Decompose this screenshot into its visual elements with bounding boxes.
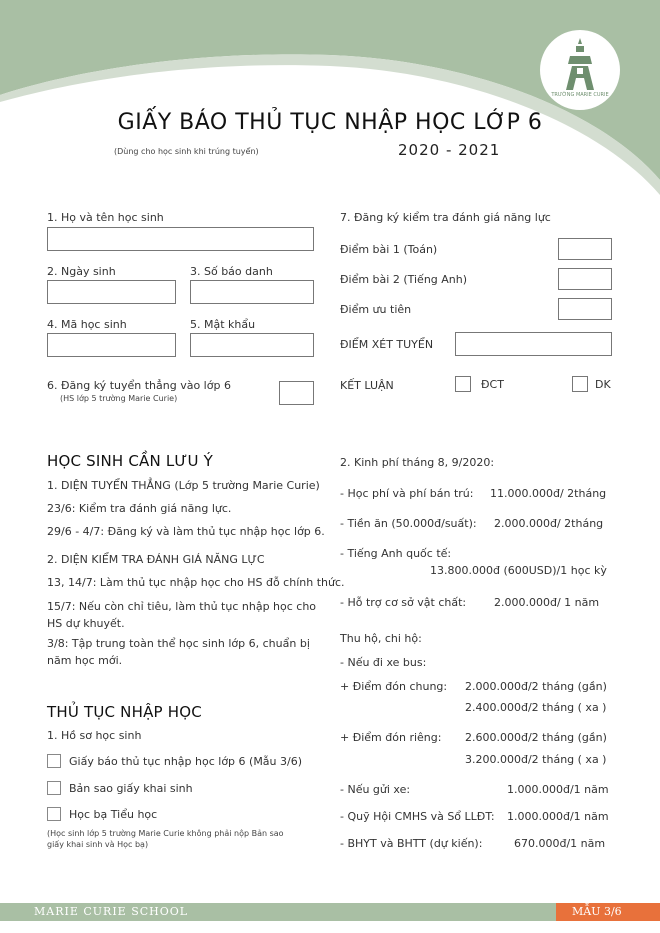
private-near-value: 2.600.000đ/2 tháng (gần): [465, 731, 607, 744]
score1-label: Điểm bài 1 (Toán): [340, 243, 438, 256]
exam-item-2-text: : Nếu còn chỉ tiêu, làm thủ tục nhập học cho: [71, 600, 317, 613]
exam-item-2-date: 15/7: [47, 600, 72, 613]
direct-admission-note: (HS lớp 5 trường Marie Curie): [60, 394, 178, 403]
records-heading: 1. Hồ sơ học sinh: [47, 729, 142, 742]
direct-admission-label: 6. Đăng ký tuyển thẳng vào lớp 6: [47, 379, 231, 392]
exam-item-1: [47, 576, 345, 589]
page-title: GIẤY BÁO THỦ TỤC NHẬP HỌC LỚP 6: [117, 110, 543, 135]
exam-item-1-text: : Làm thủ tục nhập học cho HS đỗ chính thức.: [92, 576, 345, 589]
direct-item-2: [47, 525, 325, 538]
footer-form-code: MẪU 3/6: [572, 905, 622, 918]
doc2-label: Bản sao giấy khai sinh: [69, 782, 193, 795]
sbd-field[interactable]: [190, 280, 314, 304]
tuition-label: - Học phí và phí bán trú:: [340, 487, 474, 500]
password-label: 5. Mật khẩu: [190, 318, 256, 331]
direct-heading-text: 1. DIỆN TUYỂN THẲNG: [47, 479, 171, 492]
facility-value: 2.000.000đ/ 1 năm: [494, 596, 600, 609]
exam-item-3: [47, 637, 310, 650]
priority-field[interactable]: [558, 298, 612, 320]
collect-heading: Thu hộ, chi hộ:: [340, 632, 422, 645]
direct-heading-note: (Lớp 5 trường Marie Curie): [174, 479, 320, 492]
priority-label: Điểm ưu tiên: [340, 303, 412, 316]
direct-item-1-date: 23/6: [47, 502, 72, 515]
school-year: 2020 - 2021: [398, 141, 501, 159]
insurance-label: - BHYT và BHTT (dự kiến):: [340, 837, 483, 850]
parking-label: - Nếu gửi xe:: [340, 783, 411, 796]
fail-checkbox[interactable]: [572, 376, 588, 392]
private-stop-label: + Điểm đón riêng:: [340, 731, 442, 744]
pass-label: ĐCT: [481, 378, 504, 391]
school-logo: [540, 30, 620, 110]
score1-field[interactable]: [558, 238, 612, 260]
dob-label: 2. Ngày sinh: [47, 265, 116, 278]
dob-field[interactable]: [47, 280, 176, 304]
pass-checkbox[interactable]: [455, 376, 471, 392]
direct-item-2-date: 29/6 - 4/7: [47, 525, 101, 538]
exam-item-3-line2: năm học mới.: [47, 654, 123, 667]
doc1-checkbox[interactable]: [47, 754, 61, 768]
meal-label: - Tiền ăn (50.000đ/suất):: [340, 517, 477, 530]
conclusion-label: KẾT LUẬN: [340, 379, 394, 392]
exam-item-3-text: : Tập trung toàn thể học sinh lớp 6, chuẩn bị: [64, 637, 310, 650]
full-name-label: 1. Họ và tên học sinh: [47, 211, 164, 224]
exam-item-1-date: 13, 14/7: [47, 576, 93, 589]
procedure-note-line1: (Học sinh lớp 5 trường Marie Curie không phải nộp Bản sao: [47, 829, 284, 838]
eiffel-tower-icon: [540, 30, 620, 110]
insurance-value: 670.000đ/1 năm: [514, 837, 606, 850]
procedure-title: THỦ TỤC NHẬP HỌC: [47, 703, 202, 721]
total-score-label: ĐIỂM XÉT TUYỂN: [340, 338, 434, 351]
facility-label: - Hỗ trợ cơ sở vật chất:: [340, 596, 467, 609]
doc3-checkbox[interactable]: [47, 807, 61, 821]
meal-value: 2.000.000đ/ 2tháng: [494, 517, 604, 530]
password-field[interactable]: [190, 333, 314, 357]
direct-item-2-text: : Đăng ký và làm thủ tục nhập học lớp 6.: [100, 525, 325, 538]
exam-heading: 2. DIỆN KIỂM TRA ĐÁNH GIÁ NĂNG LỰC: [47, 553, 265, 566]
common-near-value: 2.000.000đ/2 tháng (gần): [465, 680, 607, 693]
doc2-checkbox[interactable]: [47, 781, 61, 795]
assessment-label: 7. Đăng ký kiểm tra đánh giá năng lực: [340, 211, 551, 224]
english-value: 13.800.000đ (600USD)/1 học kỳ: [430, 564, 607, 577]
student-id-label: 4. Mã học sinh: [47, 318, 127, 331]
parking-value: 1.000.000đ/1 năm: [507, 783, 609, 796]
tuition-value: 11.000.000đ/ 2tháng: [490, 487, 607, 500]
footer-school-name: MARIE CURIE SCHOOL: [34, 905, 189, 918]
page-subtitle: (Dùng cho học sinh khi trúng tuyển): [114, 147, 259, 156]
doc1-label: Giấy báo thủ tục nhập học lớp 6 (Mẫu 3/6): [69, 755, 303, 768]
private-far-value: 3.200.000đ/2 tháng ( xa ): [465, 753, 607, 766]
direct-heading: [47, 479, 320, 492]
logo-text: TRƯỜNG MARIE CURIE: [551, 92, 609, 98]
direct-admission-box[interactable]: [279, 381, 314, 405]
sbd-label: 3. Số báo danh: [190, 265, 273, 278]
full-name-field[interactable]: [47, 227, 314, 251]
student-id-field[interactable]: [47, 333, 176, 357]
exam-item-2-line2: HS dự khuyết.: [47, 617, 125, 630]
score2-field[interactable]: [558, 268, 612, 290]
common-stop-label: + Điểm đón chung:: [340, 680, 448, 693]
total-score-field[interactable]: [455, 332, 612, 356]
notes-title: HỌC SINH CẦN LƯU Ý: [47, 452, 213, 470]
exam-item-3-date: 3/8: [47, 637, 65, 650]
english-label: - Tiếng Anh quốc tế:: [340, 547, 452, 560]
score2-label: Điểm bài 2 (Tiếng Anh): [340, 273, 468, 286]
bus-label: - Nếu đi xe bus:: [340, 656, 427, 669]
exam-item-2: [47, 600, 316, 613]
doc3-label: Học bạ Tiểu học: [69, 808, 158, 821]
fees-heading: 2. Kinh phí tháng 8, 9/2020:: [340, 456, 495, 469]
procedure-note-line2: giấy khai sinh và Học bạ): [47, 840, 149, 849]
common-far-value: 2.400.000đ/2 tháng ( xa ): [465, 701, 607, 714]
fund-value: 1.000.000đ/1 năm: [507, 810, 609, 823]
fail-label: DK: [595, 378, 611, 391]
direct-item-1-text: : Kiểm tra đánh giá năng lực.: [71, 502, 232, 515]
fund-label: - Quỹ Hội CMHS và Sổ LLĐT:: [340, 810, 495, 823]
direct-item-1: [47, 502, 231, 515]
